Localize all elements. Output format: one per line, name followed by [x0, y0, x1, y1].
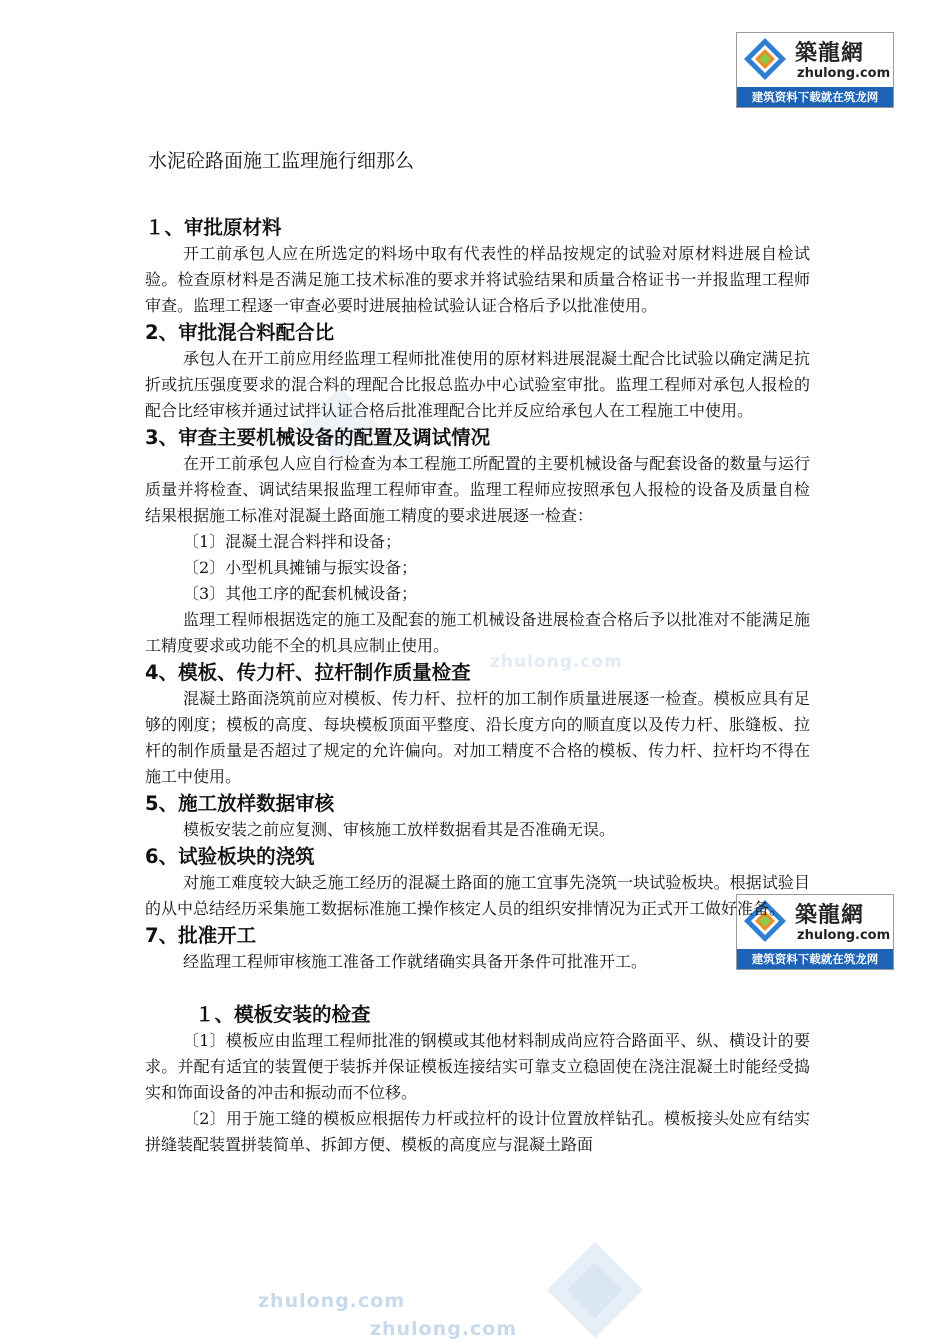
section-paragraph: 开工前承包人应在所选定的料场中取有代表性的样品按规定的试验对原材料进展自检试验。检查原材料是否满足施工技术标准的要求并将试验结果和质量合格证书一并报监理工程师审查。监理工程逐一审查必要时进展抽检试验认证合格后予以批准使用。: [145, 244, 810, 315]
section-heading: １、审批原材料: [145, 216, 282, 239]
spacer: [145, 975, 810, 1001]
section-paragraph: 承包人在开工前应用经监理工程师批准使用的原材料进展混凝土配合比试验以确定满足抗折或抗压强度要求的混合料的理配合比报总监办中心试验室审批。监理工程师对承包人报检的配合比经审核并通过试拌认证合格后批准理配合比并反应给承包人在工程施工中使用。: [145, 349, 810, 420]
section-heading: 2、审批混合料配合比: [145, 321, 335, 344]
section-paragraph: 监理工程师根据选定的施工及配套的施工机械设备进展检查合格后予以批准对不能满足施工精度要求或功能不全的机具应制止使用。: [145, 610, 810, 655]
logo-domain: zhulong.com: [797, 66, 891, 81]
subsection-paragraph: 〔1〕模板应由监理工程师批准的钢模或其他材料制成尚应符合路面平、纵、横设计的要求。并配有适宜的装置便于装拆并保证模板连接结实可靠支立稳固使在浇注混凝土时能经受捣实和饰面设备的冲击和振动而不位移。: [145, 1031, 810, 1102]
subsection-paragraph: 〔2〕用于施工缝的模板应根据传力杆或拉杆的设计位置放样钻孔。模板接头处应有结实拼缝装配装置拼装简单、拆卸方便、模板的高度应与混凝土路面: [145, 1109, 810, 1154]
section-heading: 7、批准开工: [145, 924, 257, 947]
logo-slogan: 建筑资料下载就在筑龙网: [737, 949, 893, 969]
document-body: [145, 214, 810, 1158]
section-heading: 4、模板、传力杆、拉杆制作质量检查: [145, 661, 471, 684]
logo-diamond-icon: [743, 37, 787, 81]
section-paragraph: 对施工难度较大缺乏施工经历的混凝土路面的施工宜事先浇筑一块试验板块。根据试验目的从中总结经历采集施工数据标准施工操作核定人员的组织安排情况为正式开工做好准备。: [145, 873, 810, 918]
list-item: 〔3〕其他工序的配套机械设备；: [183, 584, 418, 603]
section-paragraph: 模板安装之前应复测、审核施工放样数据看其是否准确无误。: [183, 820, 616, 839]
logo-domain: zhulong.com: [797, 928, 891, 943]
watermark-text: zhulong.com: [258, 1290, 406, 1312]
section-heading: 3、审查主要机械设备的配置及调试情况: [145, 426, 491, 449]
document-title: 水泥砼路面施工监理施行细那么: [148, 150, 415, 172]
list-item: 〔1〕混凝土混合料拌和设备；: [183, 532, 402, 551]
logo-name: 築龍網: [795, 903, 865, 928]
list-item: 〔2〕小型机具摊铺与振实设备；: [183, 558, 418, 577]
brand-logo: [736, 32, 894, 108]
watermark-text: zhulong.com: [370, 1318, 518, 1340]
section-paragraph: 经监理工程师审核施工准备工作就绪确实具备开条件可批准开工。: [183, 952, 648, 971]
section-heading: 6、试验板块的浇筑: [145, 845, 315, 868]
watermark-logo-icon: [545, 1240, 645, 1340]
section-heading: 5、施工放样数据审核: [145, 792, 335, 815]
watermark-text: zhulong.com: [490, 652, 623, 672]
logo-slogan: 建筑资料下载就在筑龙网: [737, 87, 893, 107]
section-paragraph: 混凝土路面浇筑前应对模板、传力杆、拉杆的加工制作质量进展逐一检查。模板应具有足够的刚度；模板的高度、每块模板顶面平整度、沿长度方向的顺直度以及传力杆、胀缝板、拉杆的制作质量是否超过了规定的允许偏向。对加工精度不合格的模板、传力杆、拉杆均不得在施工中使用。: [145, 689, 810, 786]
section-paragraph: 在开工前承包人应自行检查为本工程施工所配置的主要机械设备与配套设备的数量与运行质量并将检查、调试结果报监理工程师审查。监理工程师应按照承包人报检的设备及质量自检结果根据施工标准对混凝土路面施工精度的要求进展逐一检查：: [145, 454, 810, 525]
logo-name: 築龍網: [795, 41, 865, 66]
subsection-heading: １、模板安装的检查: [195, 1003, 371, 1026]
